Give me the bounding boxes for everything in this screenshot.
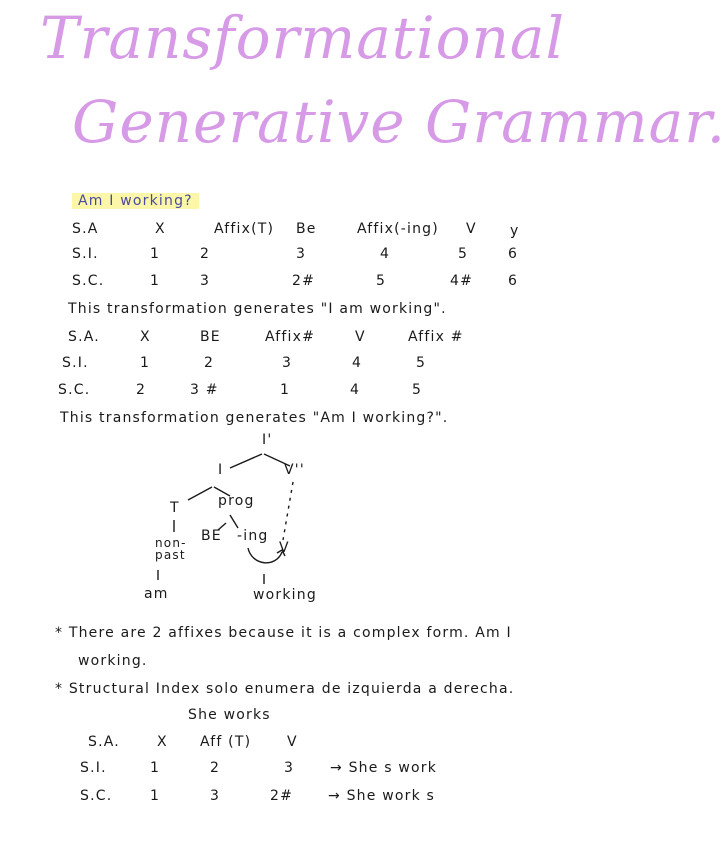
branch-line bbox=[188, 487, 212, 500]
t2-sa-cell: V bbox=[355, 329, 366, 345]
node-t: T bbox=[170, 500, 180, 516]
title-line-1: Transformational bbox=[40, 4, 566, 72]
t3-si-label: S.I. bbox=[80, 760, 107, 776]
t2-sa-cell: X bbox=[140, 329, 151, 345]
node-i: I bbox=[218, 462, 224, 478]
t2-si-cell: 4 bbox=[352, 355, 363, 371]
non-past-line-2: past bbox=[155, 548, 186, 562]
t1-sc-cell: 3 bbox=[200, 273, 211, 289]
note-1-line-1: * There are 2 affixes because it is a complex form. Am I bbox=[55, 625, 512, 641]
t3-sc-cell: 3 bbox=[210, 788, 221, 804]
t3-si-result: → She s work bbox=[330, 760, 438, 776]
t1-sc-label: S.C. bbox=[72, 273, 105, 289]
t2-si-cell: 5 bbox=[416, 355, 427, 371]
t2-sc-cell: 2 bbox=[136, 382, 147, 398]
t1-sc-cell: 4# bbox=[450, 273, 474, 289]
question-highlight: Am I working? bbox=[72, 193, 199, 209]
t2-sc-cell: 3 # bbox=[190, 382, 219, 398]
t1-si-label: S.I. bbox=[72, 246, 99, 262]
t1-si-cell: 6 bbox=[508, 246, 519, 262]
node-ing: -ing bbox=[237, 528, 269, 544]
example-sentence: She works bbox=[188, 707, 271, 723]
t1-sa-cell: Be bbox=[296, 221, 317, 237]
t1-sa-cell: Affix(T) bbox=[214, 221, 275, 237]
t2-sa-cell: Affix # bbox=[408, 329, 464, 345]
t1-sa-cell: Affix(-ing) bbox=[357, 221, 439, 237]
t1-sa-cell: V bbox=[466, 221, 477, 237]
non-past-line-1: non- bbox=[155, 536, 187, 550]
t2-sc-cell: 4 bbox=[350, 382, 361, 398]
t3-sa-cell: X bbox=[157, 734, 168, 750]
t1-sc-cell: 1 bbox=[150, 273, 161, 289]
t1-si-cell: 3 bbox=[296, 246, 307, 262]
t1-sc-cell: 5 bbox=[376, 273, 387, 289]
node-non-past bbox=[155, 537, 187, 561]
t1-sc-cell: 6 bbox=[508, 273, 519, 289]
leaf-working: working bbox=[253, 587, 317, 603]
t3-si-cell: 2 bbox=[210, 760, 221, 776]
t1-sa-label: S.A bbox=[72, 221, 99, 237]
title-line-2: Generative Grammar. bbox=[72, 88, 726, 156]
t2-sa-cell: BE bbox=[200, 329, 221, 345]
t2-sa-cell: Affix# bbox=[265, 329, 316, 345]
node-i-bar: I' bbox=[262, 432, 273, 448]
t1-sa-cell: y bbox=[510, 223, 520, 239]
movement-arrow bbox=[248, 548, 282, 563]
t3-sa-cell: V bbox=[287, 734, 298, 750]
t2-si-label: S.I. bbox=[62, 355, 89, 371]
t3-sc-cell: 2# bbox=[270, 788, 294, 804]
generates-line-2: This transformation generates "Am I working?". bbox=[60, 410, 449, 426]
t1-si-cell: 4 bbox=[380, 246, 391, 262]
leaf-am: am bbox=[144, 586, 169, 602]
t1-sa-cell: X bbox=[155, 221, 166, 237]
t1-si-cell: 1 bbox=[150, 246, 161, 262]
t2-sc-label: S.C. bbox=[58, 382, 91, 398]
t2-si-cell: 2 bbox=[204, 355, 215, 371]
t3-sc-label: S.C. bbox=[80, 788, 113, 804]
generates-line-1: This transformation generates "I am working". bbox=[68, 301, 447, 317]
t1-sc-cell: 2# bbox=[292, 273, 316, 289]
t2-si-cell: 3 bbox=[282, 355, 293, 371]
t2-sc-cell: 5 bbox=[412, 382, 423, 398]
t2-sa-label: S.A. bbox=[68, 329, 100, 345]
branch-line bbox=[230, 454, 262, 468]
note-1-line-2: working. bbox=[78, 653, 148, 669]
branch-line bbox=[230, 515, 238, 528]
node-prog: prog bbox=[218, 493, 255, 509]
t2-sc-cell: 1 bbox=[280, 382, 291, 398]
t3-sa-label: S.A. bbox=[88, 734, 120, 750]
t1-si-cell: 5 bbox=[458, 246, 469, 262]
t3-si-cell: 3 bbox=[284, 760, 295, 776]
t3-sa-cell: Aff (T) bbox=[200, 734, 252, 750]
t2-si-cell: 1 bbox=[140, 355, 151, 371]
t3-si-cell: 1 bbox=[150, 760, 161, 776]
dotted-line bbox=[283, 482, 293, 540]
t3-sc-cell: 1 bbox=[150, 788, 161, 804]
node-v: V bbox=[279, 540, 290, 556]
note-2: * Structural Index solo enumera de izquierda a derecha. bbox=[55, 681, 515, 697]
node-v-double-bar: V'' bbox=[284, 462, 305, 478]
t3-sc-result: → She work s bbox=[328, 788, 436, 804]
t1-si-cell: 2 bbox=[200, 246, 211, 262]
node-be: BE bbox=[201, 528, 222, 544]
